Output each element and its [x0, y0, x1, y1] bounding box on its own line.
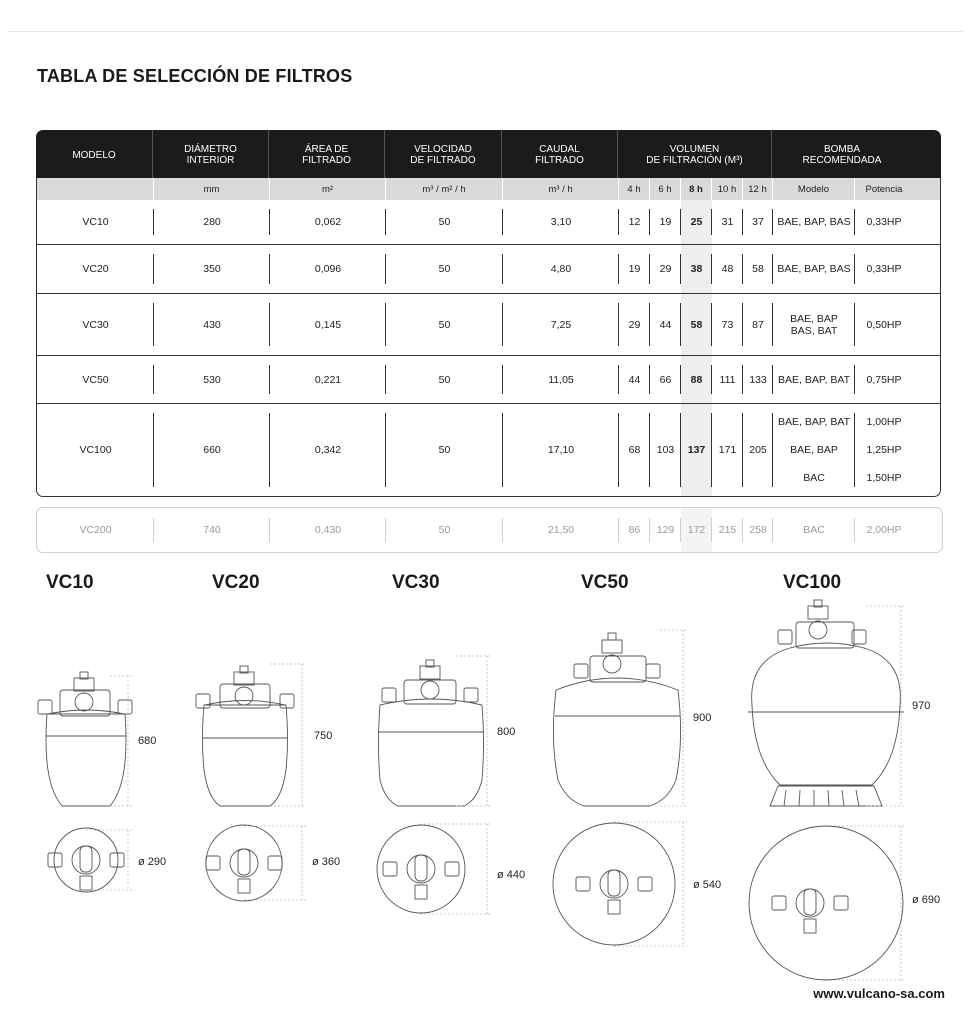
cell-v6: 129: [650, 508, 681, 552]
vc50-top-icon: [553, 823, 675, 945]
cell-potencia: 0,33HP: [866, 263, 902, 275]
cell-v6: 29: [650, 245, 681, 293]
cell-diametro: 350: [154, 245, 270, 293]
diameter-label-vc30: ø 440: [497, 869, 526, 881]
bomba-line: BAE, BAP: [790, 444, 838, 456]
cell-v10: 111: [712, 356, 743, 403]
cell-modelo: VC20: [37, 245, 154, 293]
cell-v12: 258: [743, 508, 773, 552]
cell-bomba: BAE, BAP, BAS: [773, 245, 855, 293]
cell-diametro: 280: [154, 200, 270, 244]
cell-bomba: BAE, BAP, BAT: [773, 356, 855, 403]
vc30-top-icon: [377, 825, 465, 913]
cell-area: 0,062: [270, 200, 386, 244]
cell-modelo: VC30: [37, 294, 154, 355]
model-label-vc20: VC20: [212, 572, 260, 593]
cell-diametro: 660: [154, 404, 270, 496]
unit-cell: Modelo: [773, 178, 855, 200]
unit-cell: Potencia: [865, 183, 903, 195]
header-area: ÁREA DE FILTRADO: [269, 130, 385, 178]
unit-cell: mm: [154, 178, 270, 200]
height-label-vc30: 800: [497, 726, 516, 738]
cell-velocidad: 50: [386, 404, 503, 496]
model-label-vc50: VC50: [581, 572, 629, 593]
cell-area: 0,430: [270, 508, 386, 552]
height-label-vc100: 970: [912, 700, 931, 712]
unit-cell: 12 h: [743, 178, 773, 200]
unit-cell: m²: [270, 178, 386, 200]
height-label-vc20: 750: [314, 730, 333, 742]
cell-caudal: 7,25: [503, 294, 619, 355]
cell-v4: 29: [619, 294, 650, 355]
header-volumen: VOLUMEN DE FILTRACIÓN (M³): [618, 130, 772, 178]
vc50-side-icon: [553, 633, 680, 806]
cell-modelo: VC50: [37, 356, 154, 403]
cell-v6: 66: [650, 356, 681, 403]
cell-v8: 88: [681, 356, 712, 403]
diameter-label-vc100: ø 690: [912, 894, 941, 906]
header-caudal: CAUDAL FILTRADO: [502, 130, 618, 178]
header-velocidad: VELOCIDAD DE FILTRADO: [385, 130, 502, 178]
filter-side-views: [38, 600, 904, 806]
filter-top-views: [48, 823, 903, 980]
cell-area: 0,145: [270, 294, 386, 355]
cell-bomba: BAE, BAP, BAS: [773, 200, 855, 244]
height-label-vc50: 900: [693, 712, 712, 724]
cell-caudal: 11,05: [503, 356, 619, 403]
cell-area: 0,342: [270, 404, 386, 496]
cell-v8: 58: [681, 294, 712, 355]
unit-cell: 6 h: [650, 178, 681, 200]
vc30-side-icon: [378, 660, 484, 806]
bomba-line: BAC: [803, 472, 825, 484]
cell-velocidad: 50: [386, 508, 503, 552]
cell-v10: 171: [712, 404, 743, 496]
unit-cell: 8 h: [681, 178, 712, 200]
cell-v10: 31: [712, 200, 743, 244]
cell-v12: 58: [743, 245, 773, 293]
header-modelo: MODELO: [36, 130, 153, 178]
bomba-line: BAE, BAP: [790, 312, 838, 325]
diameter-label-vc10: ø 290: [138, 856, 167, 868]
cell-v4: 68: [619, 404, 650, 496]
page-title: TABLA DE SELECCIÓN DE FILTROS: [37, 66, 353, 86]
cell-v8: 38: [681, 245, 712, 293]
potencia-line: 1,25HP: [866, 444, 902, 456]
dimension-lines: [86, 606, 905, 980]
cell-v6: 44: [650, 294, 681, 355]
cell-v10: 73: [712, 294, 743, 355]
cell-velocidad: 50: [386, 200, 503, 244]
cell-caudal: 17,10: [503, 404, 619, 496]
vc100-side-icon: [748, 600, 904, 806]
cell-bomba: BAC: [773, 508, 855, 552]
cell-area: 0,221: [270, 356, 386, 403]
unit-cell: m³ / m² / h: [386, 178, 503, 200]
cell-potencia: 0,50HP: [866, 318, 902, 331]
potencia-line: 1,00HP: [866, 416, 902, 428]
header-bomba: BOMBA RECOMENDADA: [802, 144, 882, 166]
unit-cell: 4 h: [619, 178, 650, 200]
cell-v10: 215: [712, 508, 743, 552]
cell-diametro: 530: [154, 356, 270, 403]
cell-v4: 12: [619, 200, 650, 244]
header-diametro: DIÁMETRO INTERIOR: [153, 130, 269, 178]
cell-diametro: 740: [154, 508, 270, 552]
vc10-top-icon: [48, 828, 124, 892]
cell-modelo: VC10: [37, 200, 154, 244]
diameter-label-vc50: ø 540: [693, 879, 722, 891]
cell-v12: 37: [743, 200, 773, 244]
cell-v12: 133: [743, 356, 773, 403]
vc100-top-icon: [749, 826, 903, 980]
cell-velocidad: 50: [386, 356, 503, 403]
vc20-side-icon: [196, 666, 294, 806]
cell-potencia: 2,00HP: [866, 524, 902, 536]
cell-v12: 87: [743, 294, 773, 355]
cell-v4: 19: [619, 245, 650, 293]
website-link[interactable]: www.vulcano-sa.com: [813, 986, 945, 1001]
cell-modelo: VC200: [37, 508, 154, 552]
cell-v4: 44: [619, 356, 650, 403]
cell-potencia: 0,33HP: [866, 216, 902, 228]
vc20-top-icon: [206, 825, 282, 901]
cell-v8: 25: [681, 200, 712, 244]
cell-potencia: 0,75HP: [866, 373, 902, 386]
cell-caudal: 4,80: [503, 245, 619, 293]
model-label-vc10: VC10: [46, 572, 94, 593]
unit-cell: m³ / h: [503, 178, 619, 200]
cell-v8: 172: [681, 508, 712, 552]
diameter-label-vc20: ø 360: [312, 856, 341, 868]
cell-caudal: 3,10: [503, 200, 619, 244]
height-label-vc10: 680: [138, 735, 157, 747]
bomba-line: BAS, BAT: [790, 324, 838, 337]
potencia-line: 1,50HP: [866, 472, 902, 484]
unit-cell: 10 h: [712, 178, 743, 200]
vc10-side-icon: [38, 672, 132, 806]
cell-diametro: 430: [154, 294, 270, 355]
model-label-vc30: VC30: [392, 572, 440, 593]
cell-area: 0,096: [270, 245, 386, 293]
cell-velocidad: 50: [386, 245, 503, 293]
cell-velocidad: 50: [386, 294, 503, 355]
cell-caudal: 21,50: [503, 508, 619, 552]
cell-v8: 137: [681, 404, 712, 496]
cell-v6: 19: [650, 200, 681, 244]
cell-modelo: VC100: [37, 404, 154, 496]
cell-v10: 48: [712, 245, 743, 293]
bomba-line: BAE, BAP, BAT: [778, 416, 850, 428]
model-label-vc100: VC100: [783, 572, 842, 593]
cell-v4: 86: [619, 508, 650, 552]
cell-v6: 103: [650, 404, 681, 496]
cell-v12: 205: [743, 404, 773, 496]
